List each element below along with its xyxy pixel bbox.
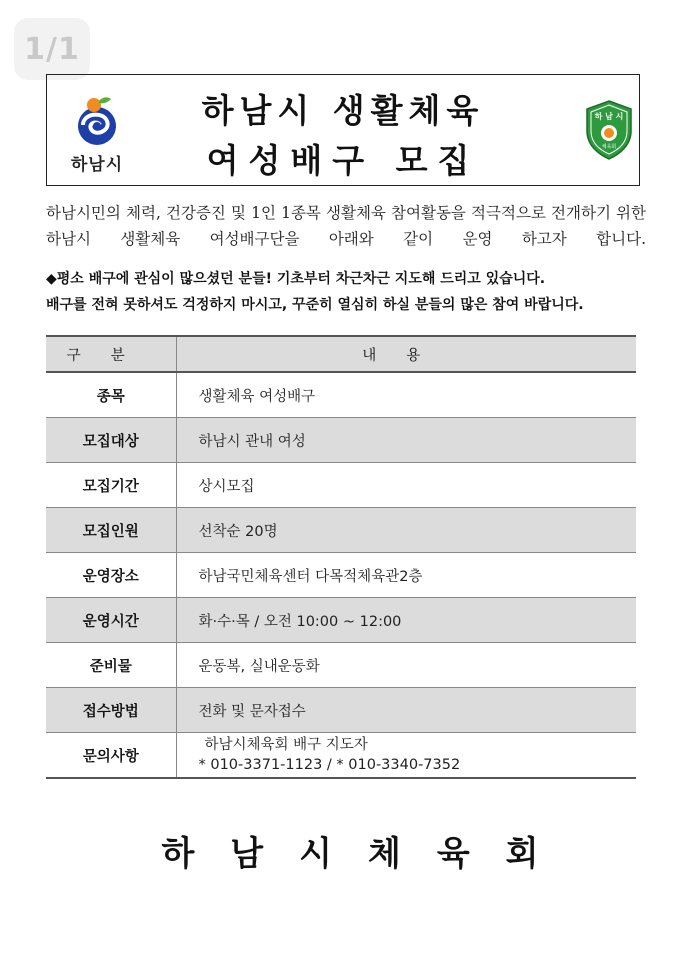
row-value-supplies: 운동복, 실내운동화 bbox=[176, 643, 636, 688]
row-value-event: 생활체육 여성배구 bbox=[176, 372, 636, 418]
logo-left-text: 하남시 bbox=[70, 155, 124, 175]
row-label-period: 모집기간 bbox=[46, 463, 176, 508]
row-value-inquiry bbox=[176, 733, 636, 779]
emblem-sub-text: 체육회 bbox=[601, 144, 617, 150]
row-value-capacity: 선착순 20명 bbox=[176, 508, 636, 553]
info-table bbox=[46, 335, 636, 779]
row-label-event: 종목 bbox=[46, 372, 176, 418]
page-indicator: 1/1 bbox=[14, 18, 90, 80]
header-box bbox=[46, 74, 640, 186]
sports-council-emblem bbox=[584, 99, 634, 161]
title-line2: 여성배구 모집 bbox=[206, 141, 480, 180]
table-row bbox=[46, 598, 636, 643]
contact-name: 하남시체육회 배구 지도자 bbox=[204, 737, 368, 753]
table-row bbox=[46, 688, 636, 733]
table-row bbox=[46, 733, 636, 779]
row-value-hours: 화·수·목 / 오전 10:00 ~ 12:00 bbox=[176, 598, 636, 643]
footer-organization: 하남시체육회 bbox=[161, 834, 575, 874]
notice-line2: 배구를 전혀 못하셔도 걱정하지 마시고, 꾸준히 열심히 하실 분들의 많은 참여 바랍니다. bbox=[46, 297, 584, 313]
table-row bbox=[46, 463, 636, 508]
header-content: 내용 bbox=[176, 336, 636, 372]
table-row bbox=[46, 372, 636, 418]
table-header-row bbox=[46, 336, 636, 372]
intro-paragraph bbox=[46, 200, 646, 252]
table-row bbox=[46, 643, 636, 688]
row-label-hours: 운영시간 bbox=[46, 598, 176, 643]
row-label-target: 모집대상 bbox=[46, 418, 176, 463]
notice-block bbox=[46, 266, 656, 318]
emblem-text: 하 남 시 bbox=[594, 112, 624, 121]
intro-text: 하남시민의 체력, 건강증진 및 1인 1종목 생활체육 참여활동을 적극적으로 전개하기 위한 하남시 생활체육 여성배구단을 아래와 같이 운영 하고자 합니다. bbox=[46, 204, 646, 248]
row-value-application: 전화 및 문자접수 bbox=[176, 688, 636, 733]
row-label-application: 접수방법 bbox=[46, 688, 176, 733]
shield-icon bbox=[584, 99, 634, 161]
row-value-venue: 하남국민체육센터 다목적체육관2층 bbox=[176, 553, 636, 598]
table-row bbox=[46, 508, 636, 553]
row-value-target: 하남시 관내 여성 bbox=[176, 418, 636, 463]
title-line1: 하남시 생활체육 bbox=[201, 91, 485, 130]
row-value-period: 상시모집 bbox=[176, 463, 636, 508]
row-label-capacity: 모집인원 bbox=[46, 508, 176, 553]
table-row bbox=[46, 418, 636, 463]
notice-line1: ◆평소 배구에 관심이 많으셨던 분들! 기초부터 차근차근 지도해 드리고 있습니다. bbox=[46, 271, 546, 287]
row-label-supplies: 준비물 bbox=[46, 643, 176, 688]
header-category: 구분 bbox=[46, 336, 176, 372]
row-label-inquiry: 문의사항 bbox=[46, 733, 176, 779]
table-row bbox=[46, 553, 636, 598]
contact-phones: * 010-3371-1123 / * 010-3340-7352 bbox=[198, 757, 461, 773]
row-label-venue: 운영장소 bbox=[46, 553, 176, 598]
